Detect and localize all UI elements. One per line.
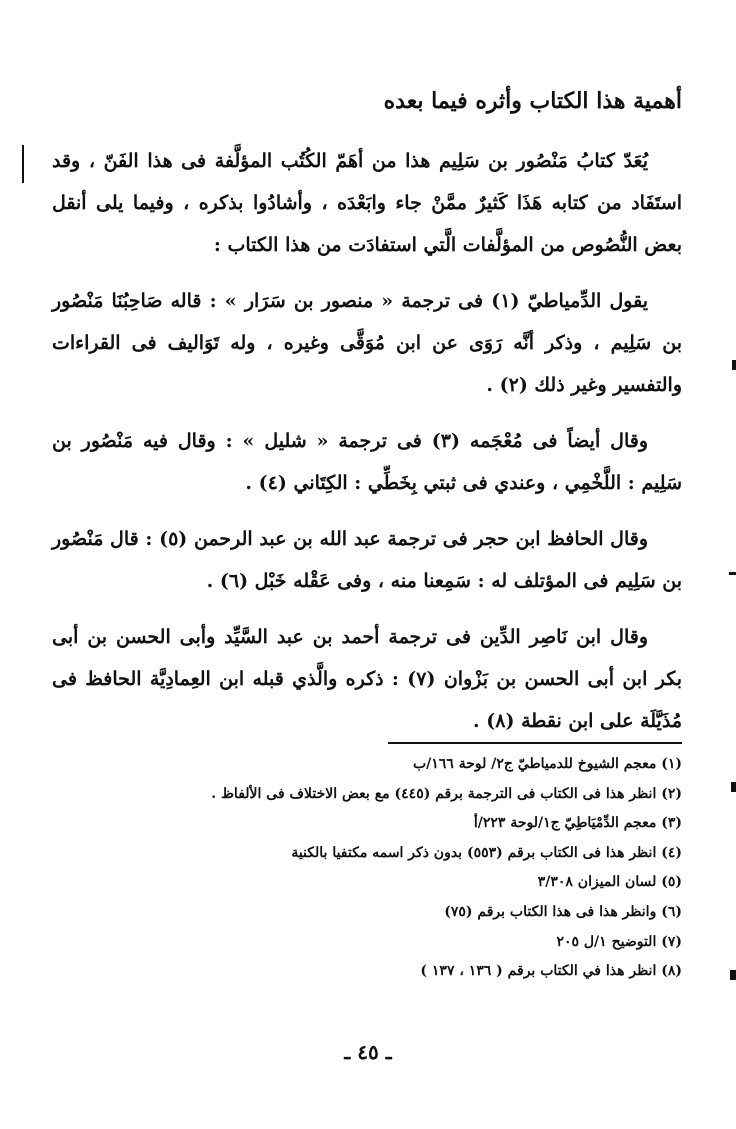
paragraph: وقال الحافظ ابن حجر فى ترجمة عبد الله بن عبد الرحمن (٥) : قال مَنْصُور بن سَلِيم فى المؤتلف له : سَمِعنا منه ، وفى عَقْله خَبْل (٦) . <box>52 528 682 592</box>
paragraph: وقال أيضاً فى مُعْجَمه (٣) فى ترجمة « شليل » : وقال فيه مَنْصُور بن سَلِيم : اللَّخْمِي ، وعندي فى ثبتي بِخَطِّي : الكِتَاني (٤) . <box>52 430 682 494</box>
paragraph: يقول الدِّمياطيّ (١) فى ترجمة « منصور بن سَرَار » : قاله صَاحِبُنَا مَنْصُور بن سَلِيم ، وذكر أنَّه رَوَى عن ابن مُوَقَّى وغيره ، وله تَوَاليف فى القراءات والتفسير وغير ذلك (٢) . <box>52 290 682 396</box>
margin-edge-mark <box>732 360 736 370</box>
margin-line-mark <box>22 145 24 183</box>
paragraph: وقال ابن نَاصِر الدِّين فى ترجمة أحمد بن عبد السَّيِّد وأبى الحسن بن أبى بكر ابن أبى الحسن بن بَزْوان (٧) : ذكره والَّذي قبله ابن العِمادِيَّة الحافظ فى مُذَيَّلَة على ابن نقطة (٨) . <box>52 626 682 732</box>
margin-edge-mark <box>730 970 736 980</box>
page-number: ـ ٤٥ ـ <box>344 1040 392 1064</box>
margin-edge-mark <box>729 572 736 575</box>
footnote-divider <box>388 742 682 744</box>
footnote: (٢) انظر هذا فى الكتاب فى الترجمة برقم (٤٤٥) مع بعض الاختلاف فى الألفاظ . <box>211 785 682 802</box>
footnote: (١) معجم الشيوخ للدمياطيّ ج٢/ لوحة ١٦٦/ب <box>412 756 682 772</box>
footnote: (٦) وانظر هذا فى هذا الكتاب برقم (٧٥) <box>444 903 682 920</box>
footnote: (٧) التوضيح ١/ل ٢٠٥ <box>556 933 682 950</box>
footnote: (٣) معجم الدِّمْيَاطِيّ ج١/لوحة ٢٢٣/أ <box>473 815 682 832</box>
footnote: (٥) لسان الميزان ٣/٣٠٨ <box>537 874 682 891</box>
body-text <box>52 140 682 756</box>
footnotes-list <box>52 750 682 987</box>
section-heading: أهمية هذا الكتاب وأثره فيما بعده <box>383 88 682 114</box>
footnote: (٤) انظر هذا فى الكتاب برقم (٥٥٣) بدون ذكر اسمه مكتفيا بالكنية <box>291 844 682 861</box>
paragraph: يُعَدّ كتابُ مَنْصُور بن سَلِيم هذا من أهَمّ الكُتُب المؤلَّفة فى هذا الفَنّ ، وقد استَفَاد من كتابه هَذَا كَثيرٌ ممَّنْ جاء وابَعْدَه ، وأشادُوا بذكره ، وفيما يلى أنقل بعض النُّصُوص من المؤلَّفات الَّتي استفادَت من هذا الكتاب : <box>52 150 682 256</box>
footnote: (٨) انظر هذا في الكتاب برقم ( ١٣٦ ، ١٣٧ ) <box>420 963 682 980</box>
margin-edge-mark <box>731 782 736 792</box>
